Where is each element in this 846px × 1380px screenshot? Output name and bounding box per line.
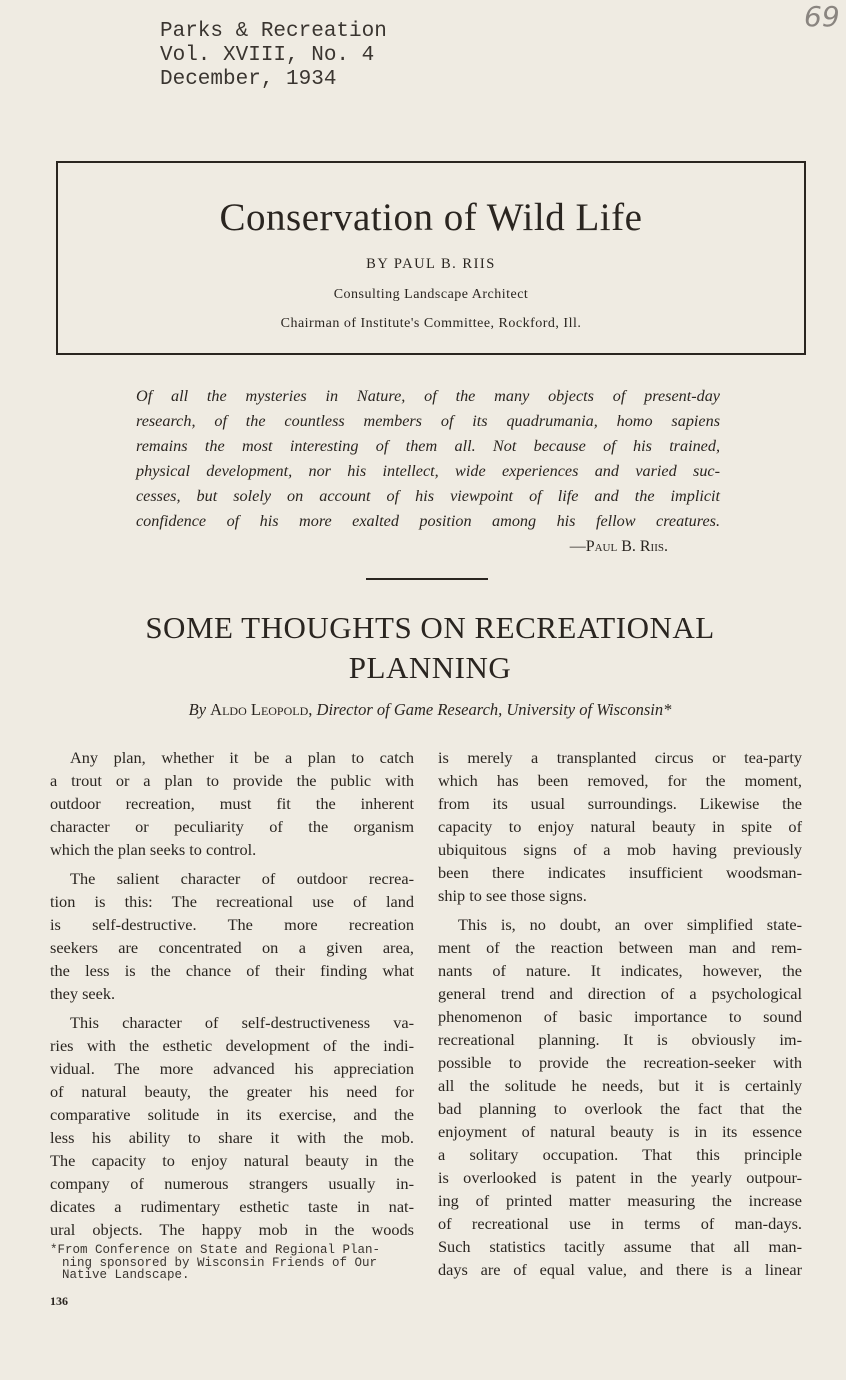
footnote-line: *From Conference on State and Regional Plan- — [50, 1243, 381, 1257]
text-line: a solitary occupation. That this principle — [438, 1145, 802, 1164]
article-byline — [60, 700, 800, 720]
handwritten-page-number: 69 — [804, 0, 840, 33]
publication-stamp — [160, 20, 387, 92]
title-affiliation: Chairman of Institute's Committee, Rockford, Ill. — [280, 316, 582, 331]
text-line: is overlooked is patent in the yearly outpour- — [438, 1168, 802, 1187]
text-line: been there indicates insufficient woodsman- — [438, 863, 802, 882]
byline-by: By — [188, 700, 207, 719]
text-line: The salient character of outdoor recrea- — [70, 869, 414, 888]
text-line: ship to see those signs. — [438, 886, 587, 905]
text-line: of recreational use in terms of man-days. — [438, 1214, 802, 1233]
quote-line: Of all the mysteries in Nature, of the many objects of present-day — [136, 387, 720, 405]
quote-line: research, of the countless members of its quadrumania, homo sapiens — [136, 412, 720, 430]
stamp-line-volume: Vol. XVIII, No. 4 — [160, 44, 375, 67]
text-line: dicates a rudimentary esthetic taste in nat- — [50, 1197, 414, 1216]
quote-line: confidence of his more exalted position among his fellow creatures. — [136, 512, 720, 530]
footnote-line: Native Landscape. — [62, 1268, 190, 1282]
text-line: which the plan seeks to control. — [50, 840, 257, 859]
byline-author: Aldo Leopold, — [210, 700, 313, 719]
article-title-line: PLANNING — [348, 650, 512, 685]
page-number: 136 — [50, 1294, 68, 1308]
text-line: seekers are concentrated on a given area, — [50, 938, 414, 957]
text-line: The capacity to enjoy natural beauty in the — [50, 1151, 414, 1170]
text-line: outdoor recreation, must fit the inherent — [50, 794, 414, 813]
text-line: company of numerous strangers usually in- — [50, 1174, 414, 1193]
text-line: a trout or a plan to provide the public with — [50, 771, 414, 790]
quote-attribution: —Paul B. Riis. — [569, 538, 668, 555]
main-title: Conservation of Wild Life — [219, 196, 643, 239]
text-line: days are of equal value, and there is a linear — [438, 1260, 802, 1279]
title-box — [56, 161, 806, 355]
text-line: enjoyment of natural beauty is in its essence — [438, 1122, 802, 1141]
section-divider — [366, 578, 488, 580]
text-line: recreational planning. It is obviously im- — [438, 1030, 802, 1049]
text-line: possible to provide the recreation-seeker with — [438, 1053, 802, 1072]
text-line: This character of self-destructiveness va- — [70, 1013, 414, 1032]
byline-role: Director of Game Research, University of Wisconsin* — [316, 700, 672, 719]
text-line: is self-destructive. The more recreation — [50, 915, 414, 934]
text-line: from its usual surroundings. Likewise the — [438, 794, 802, 813]
text-line: Such statistics tacitly assume that all man- — [438, 1237, 802, 1256]
text-line: all the solitude he needs, but it is certainly — [438, 1076, 802, 1095]
footnote-line: ning sponsored by Wisconsin Friends of Our — [62, 1255, 378, 1270]
text-line: is merely a transplanted circus or tea-party — [438, 748, 802, 767]
text-line: ubiquitous signs of a mob having previously — [438, 840, 802, 859]
paragraph — [438, 913, 802, 1281]
stamp-line-date: December, 1934 — [160, 68, 337, 91]
text-line: vidual. The more advanced his appreciation — [50, 1059, 414, 1078]
text-line: ries with the esthetic development of the indi- — [50, 1036, 414, 1055]
text-line: ural objects. The happy mob in the woods — [50, 1220, 414, 1239]
text-line: phenomenon of basic importance to sound — [438, 1007, 802, 1026]
quote-line: cesses, but solely on account of his viewpoint of life and the implicit — [136, 487, 720, 505]
paragraph — [50, 1011, 414, 1241]
text-line: Any plan, whether it be a plan to catch — [70, 748, 414, 767]
paragraph — [50, 867, 414, 1005]
text-line: comparative solitude in its exercise, and the — [50, 1105, 414, 1124]
text-line: the less is the chance of their finding what — [50, 961, 414, 980]
footnote — [50, 1244, 416, 1282]
text-line: less his ability to share it with the mob. — [50, 1128, 414, 1147]
text-line: tion is this: The recreational use of land — [50, 892, 414, 911]
text-line: nants of nature. It indicates, however, the — [438, 961, 802, 980]
title-role: Consulting Landscape Architect — [333, 287, 529, 302]
text-line: capacity to enjoy natural beauty in spite of — [438, 817, 802, 836]
text-line: bad planning to overlook the fact that the — [438, 1099, 802, 1118]
text-line: ing of printed matter measuring the increase — [438, 1191, 802, 1210]
text-line: general trend and direction of a psychological — [438, 984, 802, 1003]
quote-line: physical development, nor his intellect, wide experiences and varied suc- — [136, 462, 720, 480]
text-line: This is, no doubt, an over simplified state- — [458, 915, 802, 934]
text-column-left — [50, 746, 414, 1247]
paragraph — [438, 746, 802, 907]
article-title-line: SOME THOUGHTS ON RECREATIONAL — [145, 610, 715, 645]
text-line: ment of the reaction between man and rem- — [438, 938, 802, 957]
paragraph — [50, 746, 414, 861]
text-line: which has been removed, for the moment, — [438, 771, 802, 790]
text-line: character or peculiarity of the organism — [50, 817, 414, 836]
text-line: they seek. — [50, 984, 116, 1003]
text-line: of natural beauty, the greater his need for — [50, 1082, 414, 1101]
quote-line: remains the most interesting of them all. Not because of his trained, — [136, 437, 720, 455]
epigraph-quote — [136, 384, 720, 559]
stamp-line-journal: Parks & Recreation — [160, 20, 387, 43]
article-title — [60, 608, 800, 688]
text-column-right — [438, 746, 802, 1287]
title-author: BY PAUL B. RIIS — [366, 256, 496, 272]
